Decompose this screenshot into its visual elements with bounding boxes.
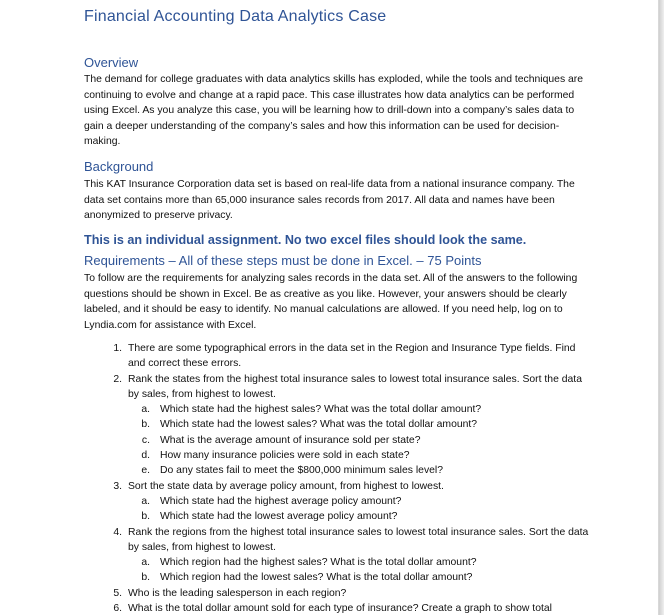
list-item-number: 1. bbox=[113, 343, 122, 354]
list-item-number: 5. bbox=[113, 587, 122, 599]
sub-list-item-letter: a. bbox=[141, 495, 150, 507]
sub-list-item-letter: b. bbox=[141, 572, 150, 584]
sub-list-item bbox=[128, 555, 590, 570]
sub-list-item-text: Which state had the highest average policy amount? bbox=[160, 495, 402, 507]
requirements-list bbox=[84, 341, 590, 615]
list-item-number: 2. bbox=[113, 373, 122, 385]
list-item-text: What is the total dollar amount sold for each type of insurance? Create a graph to show total bbox=[128, 603, 552, 615]
sub-list-item-letter: a. bbox=[141, 557, 150, 569]
requirements-paragraph: To follow are the requirements for analyzing sales records in the data set. All of the answers to the following questions should be shown in Excel. Be as creative as you like. However, your answers should be clearly labeled, and it should be easy to identify. No manual calculations are allowed. If you need help, log on to Lyndia.com for assistance with Excel. bbox=[84, 273, 578, 331]
list-item-text: Rank the regions from the highest total insurance sales to lowest total insurance sales. Sort the data by sales, from highest to lowest. bbox=[128, 526, 589, 553]
sub-list-item-text: Which state had the lowest sales? What was the total dollar amount? bbox=[160, 419, 478, 431]
sub-list-item bbox=[128, 570, 590, 585]
sub-list-item-text: Do any states fail to meet the $800,000 minimum sales level? bbox=[160, 465, 444, 477]
list-item-number: 3. bbox=[113, 480, 122, 492]
overview-heading: Overview bbox=[84, 55, 139, 70]
list-item-text: Who is the leading salesperson in each region? bbox=[128, 587, 347, 599]
sub-list-item bbox=[128, 463, 590, 478]
list-item bbox=[84, 372, 590, 403]
sub-list-item bbox=[128, 433, 590, 448]
sub-list-item bbox=[128, 417, 590, 432]
sub-list-item-letter: d. bbox=[141, 450, 150, 462]
list-item-number: 4. bbox=[113, 526, 122, 538]
sub-list-item-letter: e. bbox=[141, 465, 150, 477]
list-item bbox=[84, 341, 590, 372]
sub-list-item bbox=[128, 448, 590, 463]
individual-assignment-notice: This is an individual assignment. No two excel files should look the same. bbox=[84, 233, 527, 247]
background-paragraph: This KAT Insurance Corporation data set is based on real-life data from a national insurance company. The data set contains more than 65,000 insurance sales records from 2017. All data and names have been anonymized to preserve privacy. bbox=[84, 179, 575, 221]
sub-list-item bbox=[128, 402, 590, 417]
sub-list-item-text: How many insurance policies were sold in each state? bbox=[160, 450, 410, 462]
list-item-number: 6. bbox=[113, 603, 122, 615]
sub-list-item bbox=[128, 509, 590, 524]
sub-list-item-letter: b. bbox=[141, 419, 150, 431]
sub-list-item-text: What is the average amount of insurance sold per state? bbox=[160, 434, 421, 446]
list-item bbox=[84, 525, 590, 556]
sub-list-item-letter: a. bbox=[141, 404, 150, 416]
requirements-heading: Requirements – All of these steps must be done in Excel. – 75 Points bbox=[84, 253, 482, 268]
sub-list-item-text: Which state had the lowest average policy amount? bbox=[160, 511, 398, 523]
overview-paragraph: The demand for college graduates with data analytics skills has exploded, while the tools and techniques are continuing to evolve and change at a rapid pace. This case illustrates how data analytics can be performed using Excel. As you analyze this case, you will be learning how to drill-down into a company’s sales data to gain a deeper understanding of the company’s sales and how this information can be used for decision-making. bbox=[84, 74, 584, 147]
sub-list-item-letter: b. bbox=[141, 511, 150, 523]
list-item bbox=[84, 479, 590, 494]
sub-list-item-text: Which region had the lowest sales? What is the total dollar amount? bbox=[160, 572, 473, 584]
sub-list-item bbox=[128, 494, 590, 509]
list-item-text: Sort the state data by average policy amount, from highest to lowest. bbox=[128, 480, 444, 492]
page-edge-shadow bbox=[659, 0, 664, 615]
list-item-text: There are some typographical errors in the data set in the Region and Insurance Type fields. Find and correct these errors. bbox=[128, 343, 576, 370]
sub-list-item-text: Which state had the highest sales? What was the total dollar amount? bbox=[160, 404, 482, 416]
document-title: Financial Accounting Data Analytics Case bbox=[84, 8, 387, 25]
background-heading: Background bbox=[84, 159, 154, 174]
sub-list-item-letter: c. bbox=[141, 434, 150, 446]
list-item bbox=[84, 601, 590, 615]
sub-list-item-text: Which region had the highest sales? What is the total dollar amount? bbox=[160, 557, 477, 569]
list-item bbox=[84, 586, 590, 601]
list-item-text: Rank the states from the highest total insurance sales to lowest total insurance sales. Sort the data by sales, from highest to lowest. bbox=[128, 373, 582, 400]
